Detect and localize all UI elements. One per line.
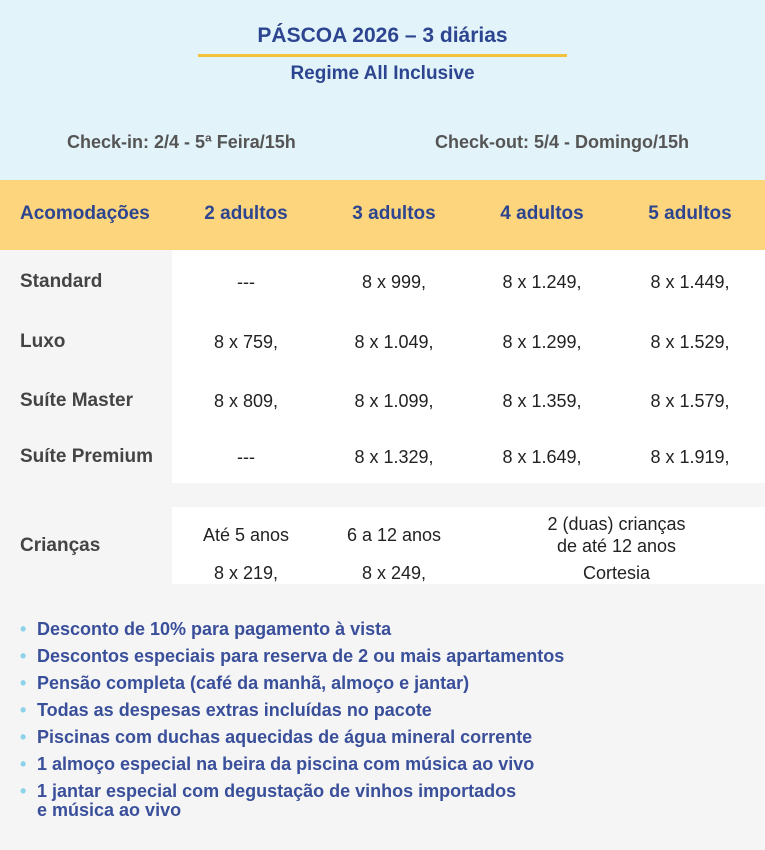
row-label-standard: Standard <box>20 271 103 292</box>
table-cell: 8 x 1.359, <box>502 391 582 411</box>
list-item: • Todas as despesas extras incluídas no pacote <box>20 701 750 720</box>
page-title: PÁSCOA 2026 – 3 diárias <box>257 24 508 47</box>
list-item: • Desconto de 10% para pagamento à vista <box>20 620 750 639</box>
table-cell: 8 x 759, <box>213 332 279 352</box>
benefits-list <box>20 620 750 820</box>
table-cell: 8 x 1.649, <box>502 447 582 467</box>
row-label-luxo: Luxo <box>20 331 66 352</box>
table-cell: 8 x 1.099, <box>354 391 434 411</box>
table-cell: 8 x 1.579, <box>650 391 730 411</box>
col-header-4-adults: 4 adultos <box>500 203 584 224</box>
page-subtitle: Regime All Inclusive <box>290 63 475 84</box>
table-cell: 8 x 1.919, <box>650 447 730 467</box>
list-item: • Piscinas com duchas aquecidas de água mineral corrente <box>20 728 750 747</box>
table-cell: 8 x 1.449, <box>650 272 730 292</box>
table-cell: 8 x 1.249, <box>502 272 582 292</box>
row-label-suite-premium: Suíte Premium <box>20 446 154 467</box>
col-header-accommodation: Acomodações <box>20 203 150 224</box>
list-item: • Descontos especiais para reserva de 2 ou mais apartamentos <box>20 647 750 666</box>
list-item <box>20 782 750 820</box>
checkout-info: Check-out: 5/4 - Domingo/15h <box>435 132 690 152</box>
child-courtesy-line2: de até 12 anos <box>556 536 677 556</box>
child-age-6-12: 6 a 12 anos <box>346 525 442 545</box>
table-cell: 8 x 999, <box>361 272 427 292</box>
children-label: Crianças <box>20 535 101 556</box>
table-cell: 8 x 1.049, <box>354 332 434 352</box>
child-courtesy-price: Cortesia <box>582 563 651 583</box>
col-header-2-adults: 2 adultos <box>204 203 288 224</box>
child-age-under-5: Até 5 anos <box>202 525 290 545</box>
table-cell: --- <box>237 447 255 467</box>
child-price-6-12: 8 x 249, <box>361 563 427 583</box>
table-cell: 8 x 1.529, <box>650 332 730 352</box>
child-courtesy-line1: 2 (duas) crianças <box>547 514 686 534</box>
checkin-info: Check-in: 2/4 - 5ª Feira/15h <box>67 132 296 152</box>
list-item-line2: e música ao vivo <box>37 800 182 820</box>
child-price-under-5: 8 x 219, <box>213 563 279 583</box>
table-cell: 8 x 809, <box>213 391 279 411</box>
title-underline <box>198 54 567 57</box>
list-item: • 1 almoço especial na beira da piscina com música ao vivo <box>20 755 750 774</box>
row-label-suite-master: Suíte Master <box>20 390 133 411</box>
col-header-3-adults: 3 adultos <box>352 203 436 224</box>
table-cell: 8 x 1.299, <box>502 332 582 352</box>
list-item: • Pensão completa (café da manhã, almoço e jantar) <box>20 674 750 693</box>
table-cell: 8 x 1.329, <box>354 447 434 467</box>
list-item-line1: 1 jantar especial com degustação de vinhos importados <box>37 781 517 801</box>
col-header-5-adults: 5 adultos <box>648 203 732 224</box>
table-cell: --- <box>237 272 255 292</box>
